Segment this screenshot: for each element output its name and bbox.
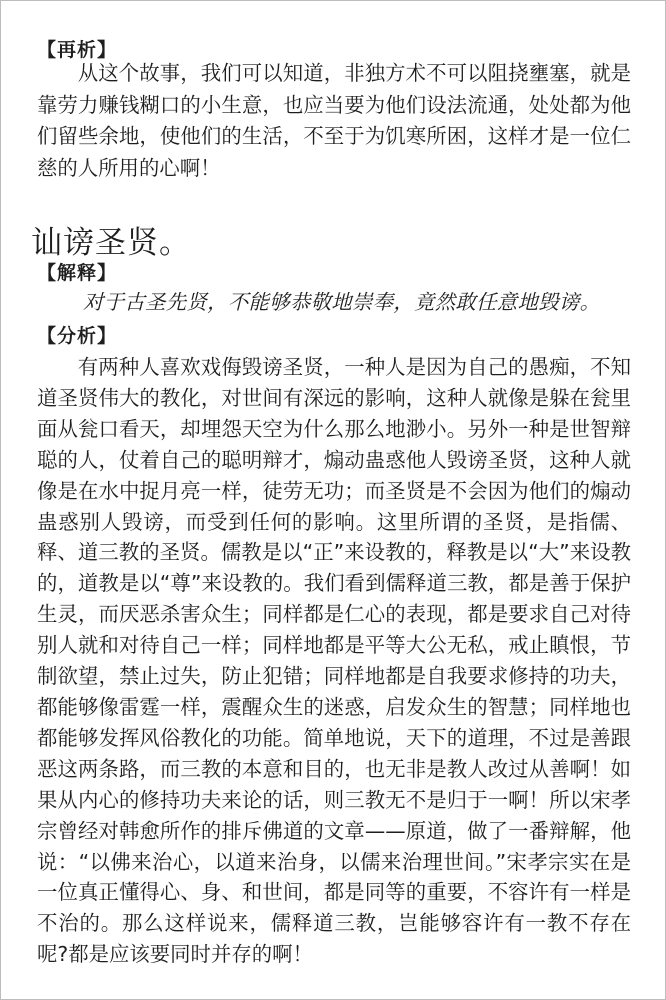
analysis-paragraph: 有两种人喜欢戏侮毁谤圣贤，一种人是因为自己的愚痴，不知道圣贤伟大的教化，对世间有深远的影响，这种人就像是躲在瓮里面从瓮口看天，却埋怨天空为什么那么地渺小。另外一种是世智辩聪的人，仗着自己的聪明辩才，煽动蛊惑他人毁谤圣贤，这种人就像是在水中捉月亮一样，徒劳无功；而圣贤是不会因为他们的煽动蛊惑别人毁谤，而受到任何的影响。这里所谓的圣贤，是指儒、释、道三教的圣贤。儒教是以“正”来设教的，释教是以“大”来设教的，道教是以“尊”来设教的。我们看到儒释道三教，都是善于保护生灵，而厌恶杀害众生；同样都是仁心的表现，都是要求自己对待别人就和对待自己一样；同样地都是平等大公无私，戒止瞋恨，节制欲望，禁止过失，防止犯错；同样地都是自我要求修持的功夫，都能够像雷霆一样，震醒众生的迷惑，启发众生的智慧；同样地也都能够发挥风俗教化的功能。简单地说，天下的道理，不过是善跟恶这两条路，而三教的本意和目的，也无非是教人改过从善啊！如果从内心的修持功夫来论的话，则三教无不是归于一啊！所以宋孝宗曾经对韩愈所作的排斥佛道的文章——原道，做了一番辩解，他说：“以佛来治心，以道来治身，以儒来治理世间。”宋孝宗实在是一位真正懂得心、身、和世间，都是同等的重要，不容许有一样是不治的。那么这样说来，儒释道三教，岂能够容许有一教不存在呢?都是应该要同时并存的啊！	[37, 355, 631, 967]
analysis-heading: 【分析】	[37, 325, 118, 347]
explanation-heading: 【解释】	[37, 262, 118, 284]
explanation-text: 对于古圣先贤，不能够恭敬地崇奉，竟然敢任意地毁谤。	[83, 290, 601, 314]
reanalysis-paragraph: 从这个故事，我们可以知道，非独方术不可以阻挠壅塞，就是靠劳力赚钱糊口的小生意，也应当要为他们设法流通，处处都为他们留些余地，使他们的生活，不至于为饥寒所困，这样才是一位仁慈的人所用的心啊！	[37, 61, 631, 180]
reanalysis-heading: 【再析】	[37, 39, 118, 61]
verse-title: 讪谤圣贤。	[31, 225, 191, 261]
